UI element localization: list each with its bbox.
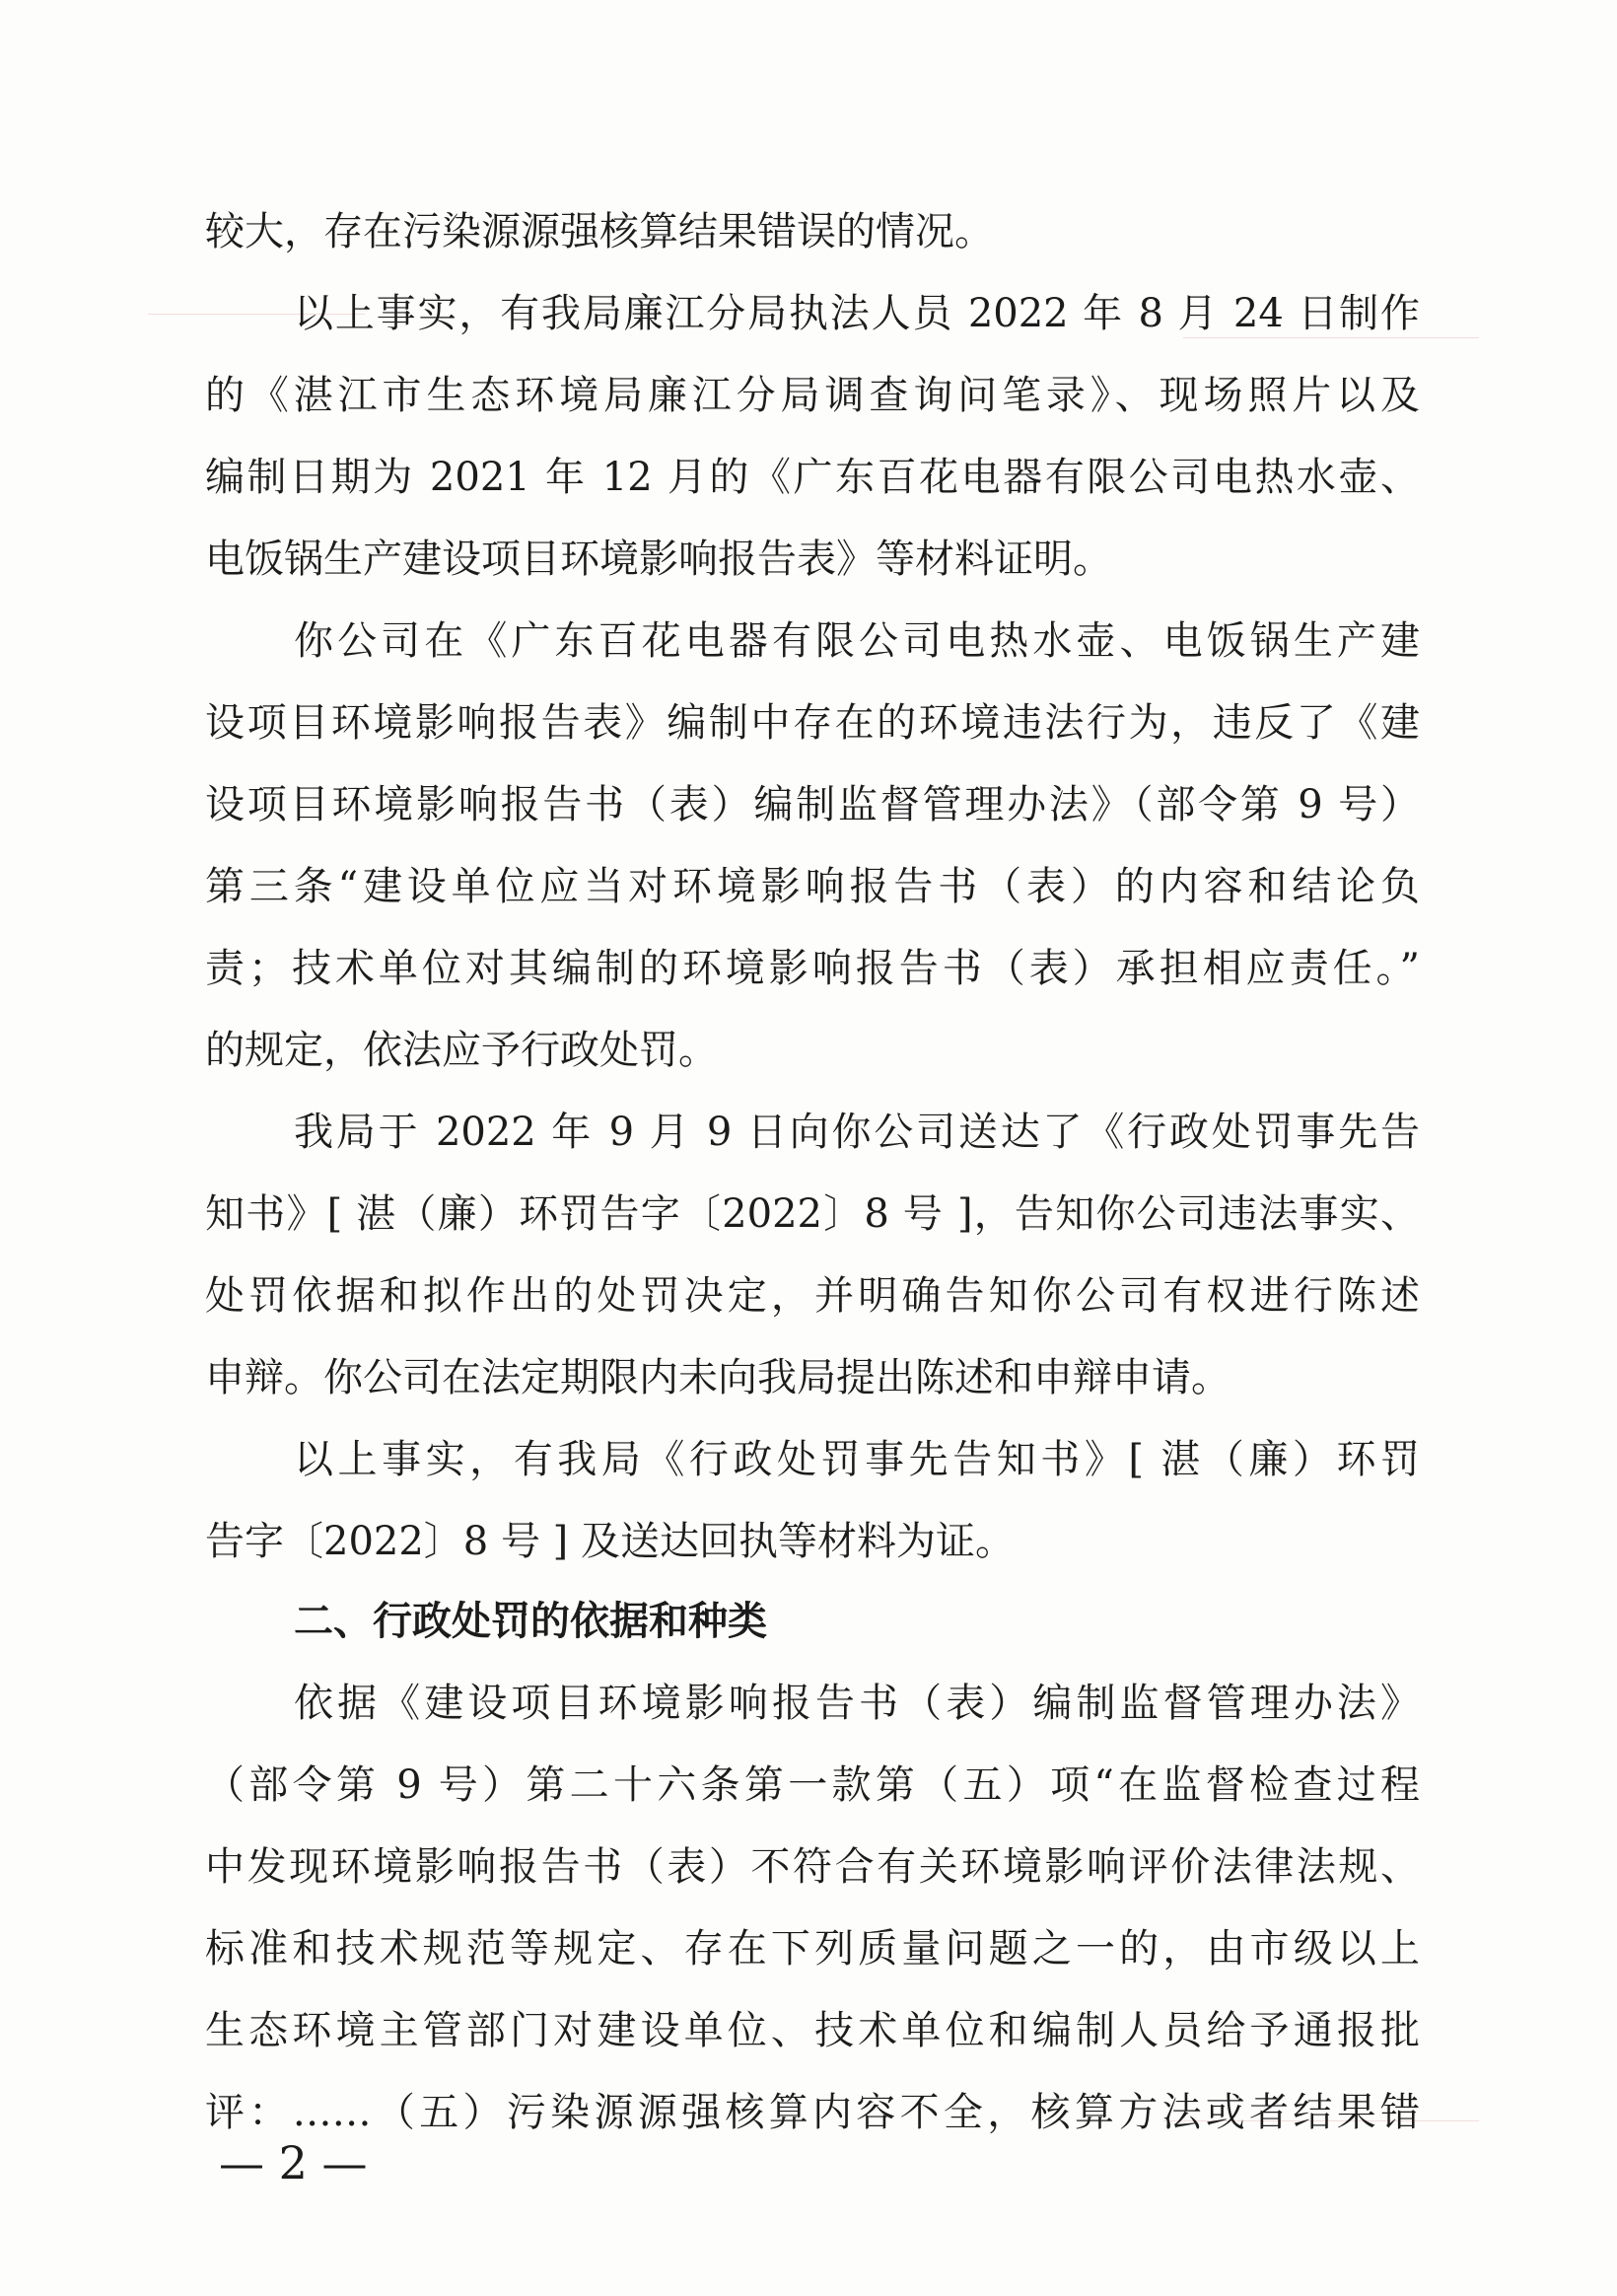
text-line-5: 电饭锅生产建设项目环境影响报告表》等材料证明。 (205, 537, 1112, 582)
text-line-2: 以上事实，有我局廉江分局执法人员 2022 年 8 月 24 日制作 (294, 291, 1420, 336)
text-line-13: 知书》[ 湛（廉）环罚告字〔2022〕8 号 ]，告知你公司违法事实、 (205, 1191, 1420, 1237)
text-line-20: （部令第 9 号）第二十六条第一款第（五）项“在监督检查过程 (205, 1762, 1420, 1808)
text-line-21: 中发现环境影响报告书（表）不符合有关环境影响评价法律法规、 (205, 1844, 1420, 1890)
text-line-23: 生态环境主管部门对建设单位、技术单位和编制人员给予通报批 (205, 2008, 1420, 2053)
page-number: — 2 — (219, 2136, 368, 2189)
text-line-19: 依据《建设项目环境影响报告书（表）编制监督管理办法》 (294, 1681, 1420, 1726)
text-line-9: 第三条“建设单位应当对环境影响报告书（表）的内容和结论负 (205, 864, 1420, 909)
text-line-1: 较大，存在污染源源强核算结果错误的情况。 (205, 209, 994, 254)
text-line-14: 处罚依据和拟作出的处罚决定，并明确告知你公司有权进行陈述 (205, 1273, 1420, 1319)
text-line-16: 以上事实，有我局《行政处罚事先告知书》[ 湛（廉）环罚 (294, 1437, 1420, 1482)
text-line-12: 我局于 2022 年 9 月 9 日向你公司送达了《行政处罚事先告 (294, 1110, 1420, 1155)
section-heading: 二、行政处罚的依据和种类 (294, 1599, 767, 1644)
text-line-11: 的规定，依法应予行政处罚。 (205, 1028, 718, 1073)
text-line-22: 标准和技术规范等规定、存在下列质量问题之一的，由市级以上 (205, 1926, 1420, 1972)
text-line-4: 编制日期为 2021 年 12 月的《广东百花电器有限公司电热水壶、 (205, 455, 1420, 500)
text-line-15: 申辩。你公司在法定期限内未向我局提出陈述和申辩申请。 (205, 1355, 1230, 1400)
text-line-3: 的《湛江市生态环境局廉江分局调查询问笔录》、现场照片以及 (205, 373, 1420, 418)
text-line-10: 责；技术单位对其编制的环境影响报告书（表）承担相应责任。” (205, 946, 1420, 991)
text-line-7: 设项目环境影响报告表》编制中存在的环境违法行为，违反了《建 (205, 700, 1420, 746)
text-line-24: 评：……（五）污染源源强核算内容不全，核算方法或者结果错 (205, 2090, 1420, 2135)
text-line-6: 你公司在《广东百花电器有限公司电热水壶、电饭锅生产建 (294, 618, 1420, 664)
text-line-17: 告字〔2022〕8 号 ] 及送达回执等材料为证。 (205, 1519, 1015, 1564)
text-line-8: 设项目环境影响报告书（表）编制监督管理办法》（部令第 9 号） (205, 782, 1420, 827)
